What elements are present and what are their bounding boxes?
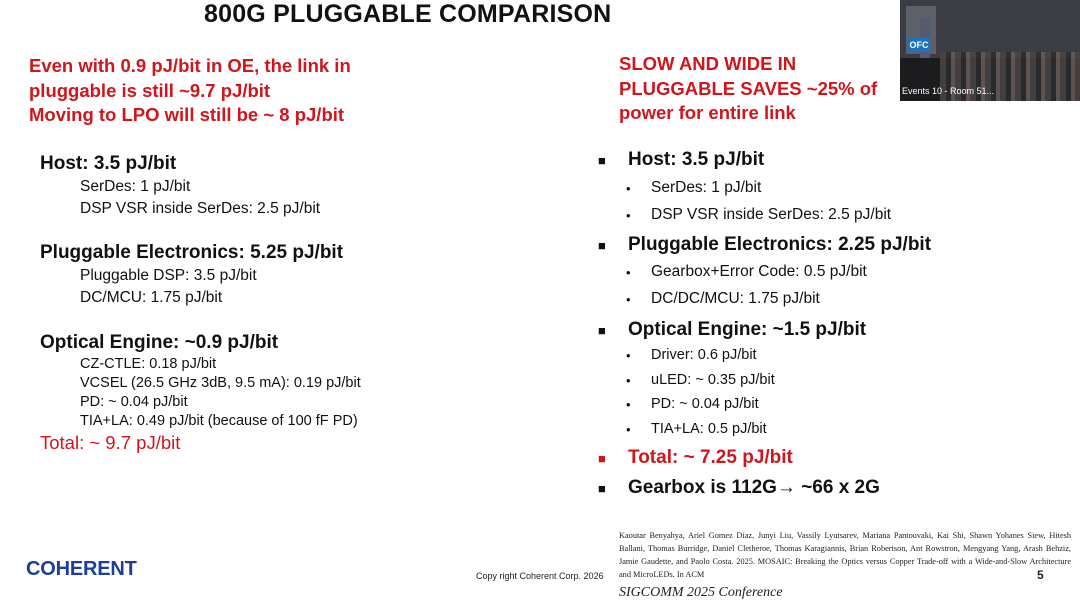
- right-optical-item: Driver: 0.6 pJ/bit: [651, 347, 757, 363]
- square-bullet-icon: ■: [598, 322, 606, 338]
- conference-name: SIGCOMM 2025 Conference: [619, 585, 783, 600]
- right-gearbox: Gearbox is 112G→ ~66 x 2G: [628, 477, 880, 498]
- left-total: Total: ~ 9.7 pJ/bit: [40, 432, 181, 453]
- square-bullet-icon: ■: [598, 237, 606, 253]
- left-optical-item: VCSEL (26.5 GHz 3dB, 9.5 mA): 0.19 pJ/bit: [80, 375, 361, 391]
- left-pluggable-items: [80, 265, 257, 308]
- left-pluggable-item: Pluggable DSP: 3.5 pJ/bit: [80, 267, 257, 284]
- dot-bullet-icon: •: [626, 291, 631, 307]
- left-optical-heading: Optical Engine: ~0.9 pJ/bit: [40, 332, 279, 353]
- right-pluggable-item: Gearbox+Error Code: 0.5 pJ/bit: [651, 263, 867, 280]
- right-host-heading: Host: 3.5 pJ/bit: [628, 149, 765, 170]
- copyright-text: Copy right Coherent Corp. 2026: [476, 571, 604, 581]
- right-pluggable-item: DC/DC/MCU: 1.75 pJ/bit: [651, 290, 820, 307]
- dot-bullet-icon: •: [626, 264, 631, 280]
- dot-bullet-icon: •: [626, 421, 631, 437]
- right-host-item-row: [626, 206, 891, 224]
- square-bullet-icon: ■: [598, 450, 606, 466]
- left-intro: [29, 54, 351, 128]
- left-optical-item: PD: ~ 0.04 pJ/bit: [80, 394, 188, 410]
- left-host-heading: Host: 3.5 pJ/bit: [40, 153, 177, 174]
- square-bullet-icon: ■: [598, 480, 606, 496]
- right-total: Total: ~ 7.25 pJ/bit: [628, 447, 793, 468]
- right-pluggable-item-row: [626, 263, 867, 281]
- dot-bullet-icon: •: [626, 396, 631, 412]
- right-host-item: SerDes: 1 pJ/bit: [651, 179, 762, 196]
- right-optical-item: PD: ~ 0.04 pJ/bit: [651, 396, 759, 412]
- right-optical-row: [598, 319, 866, 341]
- ofc-logo: OFC: [909, 40, 929, 50]
- coherent-logo: COHERENT: [26, 558, 137, 580]
- left-intro-line-3: Moving to LPO will still be ~ 8 pJ/bit: [29, 104, 345, 125]
- dot-bullet-icon: •: [626, 207, 631, 223]
- slide-title: 800G PLUGGABLE COMPARISON: [204, 0, 612, 28]
- right-optical-item-row: [626, 421, 767, 437]
- left-intro-line-1: Even with 0.9 pJ/bit in OE, the link in: [29, 55, 351, 76]
- right-host-item: DSP VSR inside SerDes: 2.5 pJ/bit: [651, 206, 892, 223]
- right-optical-item-row: [626, 372, 775, 388]
- dot-bullet-icon: •: [626, 347, 631, 363]
- right-pluggable-heading: Pluggable Electronics: 2.25 pJ/bit: [628, 234, 932, 255]
- right-intro-line-2: PLUGGABLE SAVES ~25% of: [619, 77, 878, 99]
- speaker-video-thumbnail[interactable]: [900, 0, 1080, 101]
- right-pluggable-row: [598, 234, 931, 256]
- right-optical-item: uLED: ~ 0.35 pJ/bit: [651, 372, 775, 388]
- right-host-row: [598, 149, 764, 171]
- page-number: 5: [1037, 568, 1044, 582]
- square-bullet-icon: ■: [598, 152, 606, 168]
- right-intro-line-1: SLOW AND WIDE IN: [619, 53, 797, 74]
- left-optical-items: [80, 355, 361, 431]
- right-intro-line-3: power for entire link: [619, 102, 796, 123]
- right-optical-item-row: [626, 396, 759, 412]
- left-host-items: [80, 176, 320, 219]
- left-intro-line-2: pluggable is still ~9.7 pJ/bit: [29, 79, 271, 101]
- right-gearbox-row: [598, 477, 880, 499]
- dot-bullet-icon: •: [626, 180, 631, 196]
- left-pluggable-heading: Pluggable Electronics: 5.25 pJ/bit: [40, 242, 344, 263]
- right-optical-item-row: [626, 347, 757, 363]
- reference-citation: Kaoutar Benyahya, Ariel Gomez Diaz, Junyi Liu, Vassily Lyutsarev, Mariana Pantouvaki, Kai Shi, Shawn Yohanes Siew, Hitesh Ballani, Thomas Burridge, Daniel Cletheroe, Thomas Karagiannis, Brian Robertson, Ant Rowstron, Mengyang Yang, Arash Behziz, Jamie Gaudette, and Paolo Costa. 2025. MOSAIC: Breaking the Optics versus Copper Trade-off with a Wide-and-Slow Architecture and MicroLEDs. In ACM: [619, 531, 1071, 579]
- left-host-item: SerDes: 1 pJ/bit: [80, 178, 191, 195]
- left-host-item: DSP VSR inside SerDes: 2.5 pJ/bit: [80, 199, 321, 217]
- right-intro: [619, 52, 877, 126]
- left-optical-item: TIA+LA: 0.49 pJ/bit (because of 100 fF PD): [80, 413, 358, 429]
- dot-bullet-icon: •: [626, 372, 631, 388]
- left-pluggable-item: DC/MCU: 1.75 pJ/bit: [80, 288, 223, 306]
- right-host-item-row: [626, 179, 761, 197]
- right-total-row: [598, 447, 793, 469]
- video-caption: Events 10 - Room 51...: [902, 86, 995, 96]
- right-optical-heading: Optical Engine: ~1.5 pJ/bit: [628, 319, 867, 340]
- left-optical-item: CZ-CTLE: 0.18 pJ/bit: [80, 356, 217, 372]
- right-pluggable-item-row: [626, 290, 820, 308]
- right-optical-item: TIA+LA: 0.5 pJ/bit: [651, 421, 767, 437]
